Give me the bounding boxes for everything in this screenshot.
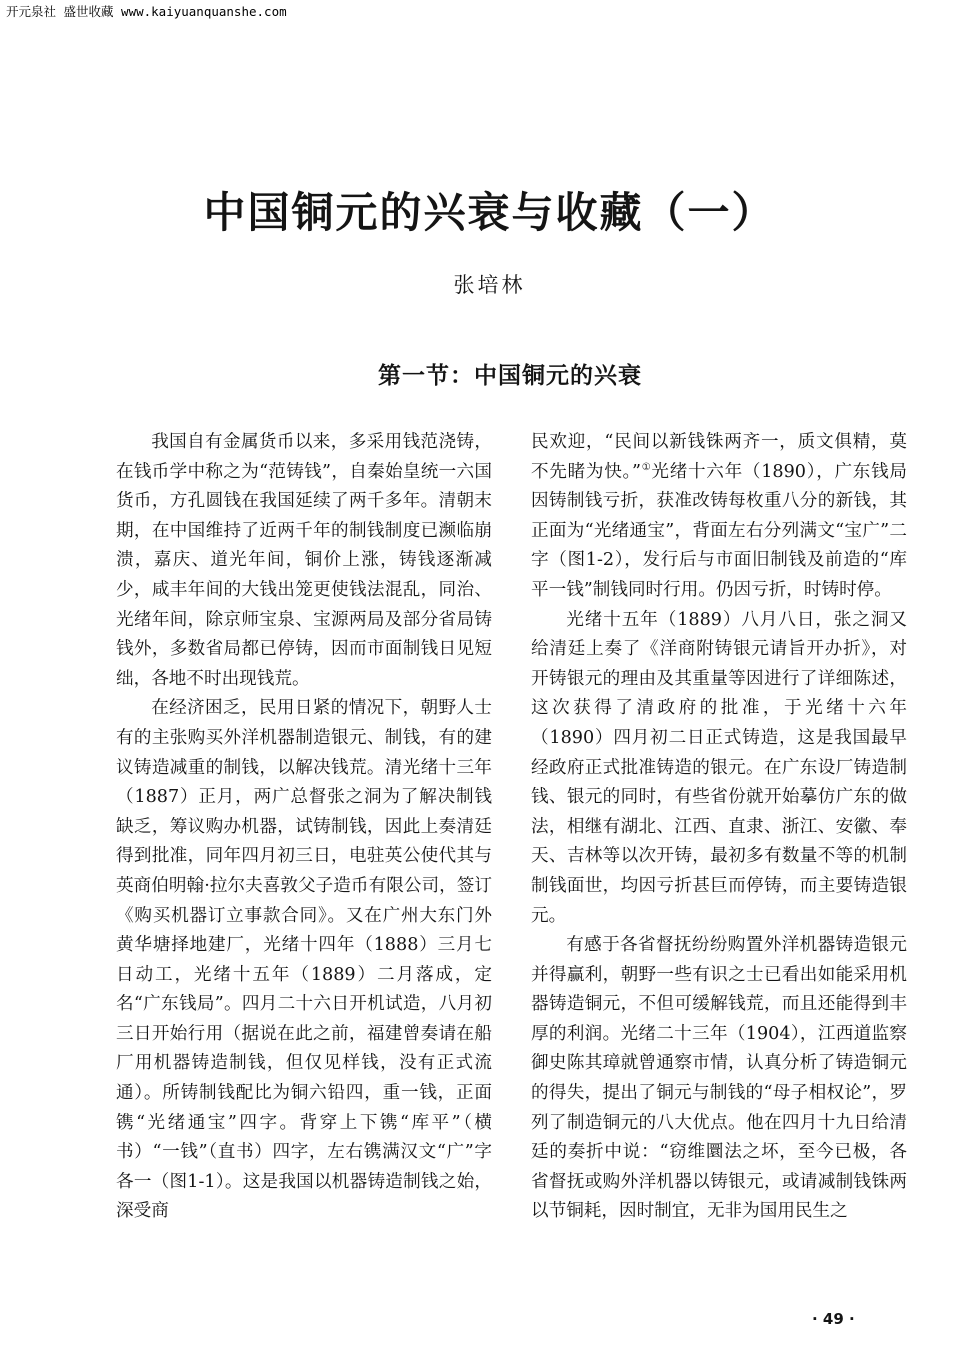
article-title: 中国铜元的兴衰与收藏（一） — [203, 188, 776, 237]
continued-text: 民欢迎，“民间以新钱铢两齐一，质文俱精，莫不先睹为快。” — [531, 432, 907, 482]
right-column — [531, 428, 907, 1227]
page-number: · 49 · — [812, 1310, 855, 1328]
footnote-marker: ① — [641, 461, 652, 473]
left-column — [116, 428, 492, 1227]
author-name: 张培林 — [453, 273, 526, 297]
paragraph-continued — [531, 428, 907, 606]
paragraph: 在经济困乏，民用日紧的情况下，朝野人士有的主张购买外洋机器制造银元、制钱，有的建议铸造减重的制钱，以解决钱荒。清光绪十三年（1887）正月，两广总督张之洞为了解决制钱缺乏，筹议购办机器，试铸制钱，因此上奏清廷得到批准，同年四月初三日，电驻英公使代其与英商伯明翰·拉尔夫喜敦父子造币有限公司，签订《购买机器订立事款合同》。又在广州大东门外黄华塘择地建厂，光绪十四年（1888）三月七日动工，光绪十五年（1889）二月落成，定名“广东钱局”。四月二十六日开机试造，八月初三日开始行用（据说在此之前，福建曾奏请在船厂用机器铸造制钱，但仅见样钱，没有正式流通）。所铸制钱配比为铜六铅四，重一钱，正面镌“光绪通宝”四字。背穿上下镌“库平”（横书）“一钱”（直书）四字，左右镌满汉文“广”字各一（图1-1）。这是我国以机器铸造制钱之始，深受商 — [116, 698, 492, 1222]
continued-text-after-note: 光绪十六年（1890），广东钱局因铸制钱亏折，获准改铸每枚重八分的新钱，其正面为“光绪通宝”，背面左右分列满文“宝广”二字（图1-2），发行后与市面旧制钱及前造的“库平一钱”制钱同时行用。仍因亏折，时铸时停。 — [531, 461, 908, 600]
site-watermark: 开元泉社 盛世收藏 www.kaiyuanquanshe.com — [6, 4, 287, 19]
section-heading: 第一节：中国铜元的兴衰 — [378, 363, 642, 389]
paragraph: 有感于各省督抚纷纷购置外洋机器铸造银元并得赢利，朝野一些有识之士已看出如能采用机器铸造铜元，不但可缓解钱荒，而且还能得到丰厚的利润。光绪二十三年（1904），江西道监察御史陈其璋就曾通察市情，认真分析了铸造铜元的得失，提出了铜元与制钱的“母子相权论”，罗列了制造铜元的八大优点。他在四月十九日给清廷的奏折中说：“窃维圜法之坏，至今已极，各省督抚或购外洋机器以铸银元，或请减制钱铢两以节铜耗，因时制宜，无非为国用民生之 — [531, 935, 907, 1222]
paragraph: 光绪十五年（1889）八月八日，张之洞又给清廷上奏了《洋商附铸银元请旨开办折》，对开铸银元的理由及其重量等因进行了详细陈述，这次获得了清政府的批准，于光绪十六年（1890）四月初二日正式铸造，这是我国最早经政府正式批准铸造的银元。在广东设厂铸造制钱、银元的同时，有些省份就开始摹仿广东的做法，相继有湖北、江西、直隶、浙江、安徽、奉天、吉林等以次开铸，最初多有数量不等的机制制钱面世，均因亏折甚巨而停铸，而主要铸造银元。 — [531, 609, 907, 926]
paragraph: 我国自有金属货币以来，多采用钱范浇铸，在钱币学中称之为“范铸钱”，自秦始皇统一六国货币，方孔圆钱在我国延续了两千多年。清朝末期，在中国维持了近两千年的制钱制度已濒临崩溃，嘉庆、道光年间，铜价上涨，铸钱逐渐减少，咸丰年间的大钱出笼更使钱法混乱，同治、光绪年间，除京师宝泉、宝源两局及部分省局铸钱外，多数省局都已停铸，因而市面制钱日见短绌，各地不时出现钱荒。 — [116, 432, 492, 689]
